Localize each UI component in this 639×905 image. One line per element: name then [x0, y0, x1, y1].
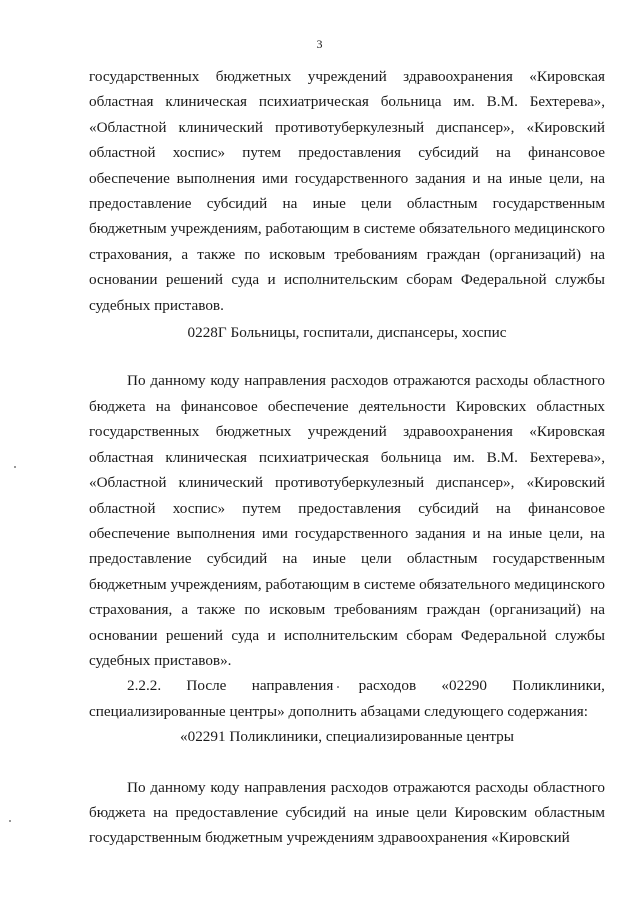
item-word: Поликлиники, [512, 677, 605, 695]
item-number: 2.2.2. [127, 677, 162, 695]
section-heading-02291: «02291 Поликлиники, специализированные центры [180, 728, 514, 746]
scan-speck [14, 466, 16, 468]
paragraph-2: По данному коду направления расходов отражаются расходы областного бюджета на финансовое обеспечение деятельности Кировских областных государственных бюджетных учреждений здравоохранения «Кировская областная клиническая психиатрическая больница им. В.М. Бехтерева», «Областной клинический противотуберкулезный диспансер», «Кировский областной хоспис» путем предоставления субсидий на финансовое обеспечение выполнения ими государственного задания и на иные цели, на предоставление субсидий на иные цели областным государственным бюджетным учреждениям, работающим в системе обязательного медицинского страхования, а также по исковым требованиям граждан (организаций) на основании решений суда и исполнительским сборам Федеральной службы судебных приставов». [89, 372, 606, 669]
item-2-2-2-line [89, 673, 605, 698]
page-number: 3 [316, 37, 323, 51]
scan-speck [337, 686, 339, 688]
section-heading-0228g: 0228Г Больницы, госпитали, диспансеры, хоспис [187, 324, 507, 342]
scan-speck [9, 820, 11, 822]
paragraph-3: По данному коду направления расходов отражаются расходы областного бюджета на предоставление субсидий на иные цели Кировским областным государственным бюджетным учреждениям здравоохранения «Кировский [89, 778, 605, 847]
item-2-2-2-tail: специализированные центры» дополнить абзацами следующего содержания: [89, 702, 588, 720]
item-word: направления [251, 677, 334, 695]
paragraph-1: государственных бюджетных учреждений здравоохранения «Кировская областная клиническая психиатрическая больница им. В.М. Бехтерева», «Областной клинический противотуберкулезный диспансер», «Кировский областной хоспис» путем предоставления субсидий на финансовое обеспечение выполнения ими государственного задания и на иные цели, на предоставление субсидий на иные цели областным государственным бюджетным учреждениям, работающим в системе обязательного медицинского страхования, а также по исковым требованиям граждан (организаций) на основании решений суда и исполнительским сборам Федеральной службы судебных приставов. [89, 68, 606, 314]
item-word: «02290 [441, 677, 487, 695]
item-word: После [186, 677, 227, 695]
document-body [89, 64, 605, 851]
item-word: расходов [358, 677, 417, 695]
